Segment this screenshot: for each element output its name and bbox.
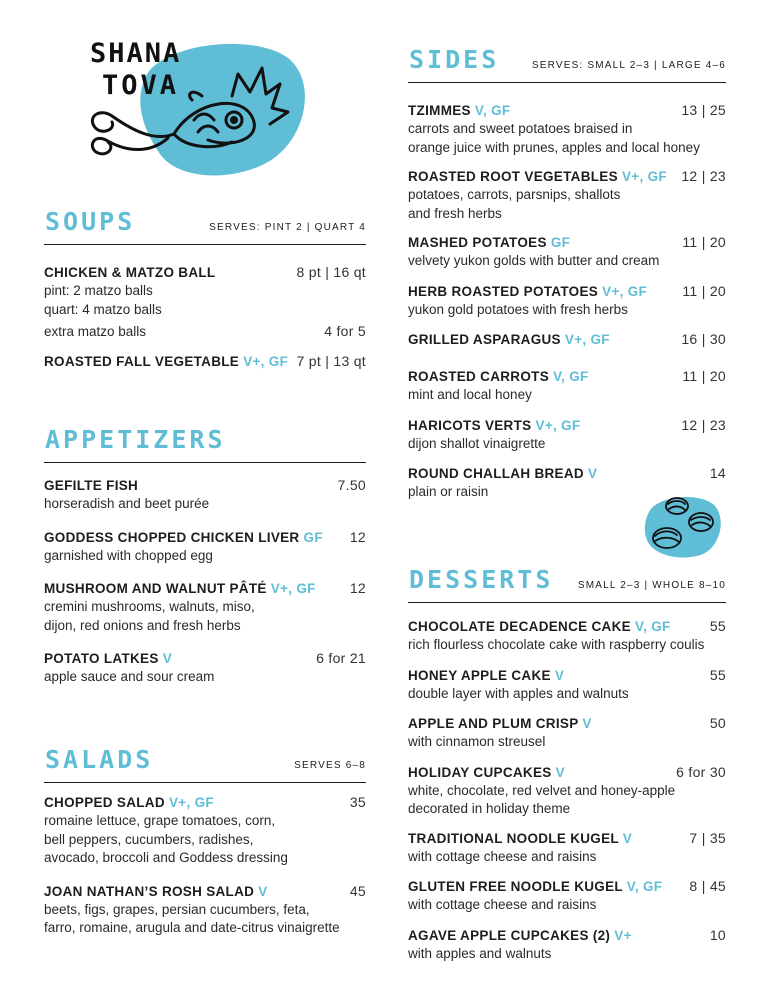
item-desc-line: quart: 4 matzo balls [44, 301, 162, 317]
item-name: CHICKEN & MATZO BALL [44, 265, 216, 280]
item-tag: V+, GF [564, 332, 610, 347]
item-desc-line: avocado, broccoli and Goddess dressing [44, 850, 288, 865]
item-desc-line: yukon gold potatoes with fresh herbs [408, 301, 628, 317]
appetizers-section [44, 426, 366, 687]
menu-item-agave-apple-cupcakes [408, 926, 726, 964]
desserts-serves: SMALL 2–3 | WHOLE 8–10 [577, 580, 726, 591]
item-price: 10 [709, 926, 726, 943]
item-name: HARICOTS VERTS [408, 417, 532, 433]
item-desc-line: farro, romaine, arugula and date-citrus vinaigrette [44, 920, 340, 935]
item-desc-line: with apples and walnuts [408, 945, 552, 961]
menu-item-rosh-salad [44, 882, 366, 938]
logo-text-tova: TOVA [102, 70, 180, 101]
item-desc-line: cremini mushrooms, walnuts, miso, [44, 599, 255, 614]
menu-item-tzimmes [408, 101, 726, 157]
desserts-section [408, 566, 726, 963]
item-price: 4 for 5 [324, 323, 366, 339]
menu-item-chocolate-decadence-cake [408, 617, 726, 655]
item-price: 14 [709, 465, 726, 481]
logo-text-shana: SHANA [90, 38, 182, 69]
menu-item-haricots-verts [408, 416, 726, 454]
item-desc-line: horseradish and beet purée [44, 496, 210, 511]
item-price: 45 [349, 882, 366, 899]
item-tag: V+, GF [535, 417, 581, 433]
item-desc-line: potatoes, carrots, parsnips, shallots [408, 187, 621, 202]
item-tag: V+ [614, 927, 632, 943]
item-price: 6 for 21 [316, 650, 366, 666]
item-desc-line: plain or raisin [408, 484, 489, 499]
item-tag: V+, GF [602, 283, 648, 299]
item-tag: GF [550, 235, 571, 250]
item-name: ROASTED FALL VEGETABLE [44, 354, 240, 369]
item-name: GODDESS CHOPPED CHICKEN LIVER [44, 529, 300, 545]
item-name: POTATO LATKES [44, 651, 159, 666]
menu-item-honey-apple-cake [408, 666, 726, 704]
item-name: ROASTED CARROTS [408, 369, 550, 384]
item-name: MUSHROOM AND WALNUT PÂTÉ [44, 581, 267, 596]
item-name: GRILLED ASPARAGUS [408, 332, 561, 347]
item-price: 8 | 45 [689, 878, 726, 894]
menu-item-roasted-carrots [408, 367, 726, 405]
sides-section [408, 46, 726, 502]
item-tag: GF [303, 529, 323, 545]
item-desc-line: apple sauce and sour cream [44, 669, 215, 684]
item-tag: V [555, 764, 565, 780]
item-name: ROASTED ROOT VEGETABLES [408, 169, 618, 184]
menu-item-mushroom-walnut-pate [44, 579, 366, 635]
item-desc-line: carrots and sweet potatoes braised in [408, 121, 633, 136]
sides-title: SIDES [409, 45, 500, 74]
item-tag: V [582, 716, 592, 731]
menu-item-roasted-root-vegetables [408, 167, 726, 223]
item-name: JOAN NATHAN’S ROSH SALAD [44, 883, 255, 899]
salads-section [44, 746, 366, 938]
menu-item-holiday-cupcakes [408, 763, 726, 819]
menu-item-chopped-salad [44, 793, 366, 868]
item-tag: V [162, 651, 173, 666]
item-price: 11 | 20 [682, 234, 726, 250]
item-price: 11 | 20 [682, 282, 726, 299]
item-tag: V [622, 830, 633, 846]
item-price: 55 [709, 618, 726, 634]
shana-tova-logo [82, 36, 312, 184]
appetizers-title: APPETIZERS [45, 425, 226, 454]
menu-item-chicken-matzo-ball [44, 263, 366, 319]
item-desc-line: romaine lettuce, grape tomatoes, corn, [44, 813, 276, 828]
item-tag: V+, GF [621, 169, 667, 184]
item-name: APPLE AND PLUM CRISP [408, 716, 579, 731]
desserts-title: DESSERTS [409, 565, 554, 594]
item-desc-line: dijon shallot vinaigrette [408, 435, 546, 451]
item-name: TRADITIONAL NOODLE KUGEL [408, 830, 619, 846]
challah-icon [643, 492, 723, 560]
item-desc-line: decorated in holiday theme [408, 801, 571, 816]
menu-item-potato-latkes [44, 649, 366, 687]
salads-title: SALADS [45, 745, 154, 774]
item-tag: V [258, 883, 268, 899]
item-tag: V [588, 466, 598, 481]
soups-header [44, 208, 366, 245]
menu-item-gefilte-fish [44, 476, 366, 514]
item-name: MASHED POTATOES [408, 235, 547, 250]
item-desc-line: with cottage cheese and raisins [408, 897, 597, 912]
challah-buns-illustration [643, 492, 723, 560]
item-desc-line: beets, figs, grapes, persian cucumbers, feta, [44, 901, 310, 917]
item-price: 55 [709, 666, 726, 683]
item-tag: V+, GF [168, 795, 214, 810]
soups-serves: SERVES: PINT 2 | QUART 4 [209, 222, 366, 233]
fish-illustration [82, 36, 312, 184]
menu-item-roasted-fall-vegetable [44, 352, 366, 371]
sides-header [408, 46, 726, 83]
item-desc-line: bell peppers, cucumbers, radishes, [44, 831, 254, 847]
item-price: 6 for 30 [676, 763, 726, 780]
item-name: ROUND CHALLAH BREAD [408, 466, 584, 481]
item-price: 7 pt | 13 qt [296, 353, 366, 369]
item-price: 11 | 20 [682, 368, 726, 384]
salads-serves: SERVES 6–8 [294, 760, 366, 771]
item-price: 12 [349, 580, 366, 596]
item-desc-line: velvety yukon golds with butter and cream [408, 253, 660, 268]
item-price: 12 | 23 [681, 168, 726, 184]
item-name: CHOPPED SALAD [44, 795, 165, 810]
item-desc-line: pint: 2 matzo balls [44, 283, 153, 298]
item-price: 35 [349, 794, 366, 810]
item-tag: V, GF [635, 619, 671, 634]
item-tag: V, GF [474, 103, 511, 118]
item-name: CHOCOLATE DECADENCE CAKE [408, 619, 631, 634]
item-desc-line: orange juice with prunes, apples and local honey [408, 139, 700, 155]
item-desc-line: and fresh herbs [408, 205, 502, 221]
item-tag: V+, GF [270, 581, 316, 596]
menu-item-mashed-potatoes [408, 233, 726, 271]
item-price: 12 [349, 528, 366, 545]
item-tag: V+, GF [243, 354, 289, 369]
menu-item-traditional-noodle-kugel [408, 829, 726, 867]
item-desc-line: with cinnamon streusel [408, 734, 546, 749]
soups-title: SOUPS [45, 207, 136, 236]
desserts-header [408, 566, 726, 603]
sides-serves: SERVES: SMALL 2–3 | LARGE 4–6 [531, 60, 726, 71]
item-desc-line: garnished with chopped egg [44, 547, 213, 563]
item-desc-line: mint and local honey [408, 387, 532, 402]
item-name: HERB ROASTED POTATOES [408, 283, 599, 299]
item-price: 8 pt | 16 qt [296, 264, 366, 280]
item-desc-line: rich flourless chocolate cake with raspberry coulis [408, 637, 705, 652]
item-price: 12 | 23 [681, 416, 726, 433]
item-name: GEFILTE FISH [44, 478, 139, 493]
item-price: 7 | 35 [689, 829, 726, 846]
item-tag: V, GF [553, 369, 589, 384]
item-price: 13 | 25 [681, 102, 726, 118]
item-tag: V [554, 667, 565, 683]
item-price: 7.50 [337, 477, 366, 493]
item-desc-line: dijon, red onions and fresh herbs [44, 617, 241, 633]
item-name: AGAVE APPLE CUPCAKES (2) [408, 927, 611, 943]
item-desc-line: with cottage cheese and raisins [408, 848, 597, 864]
item-price: 50 [709, 715, 726, 731]
appetizers-header [44, 426, 366, 463]
soups-section [44, 208, 366, 371]
item-name: TZIMMES [408, 103, 471, 118]
item-tag: V, GF [626, 879, 663, 894]
item-name: extra matzo balls [44, 324, 147, 339]
item-desc-line: white, chocolate, red velvet and honey-apple [408, 782, 676, 798]
menu-item-herb-roasted-potatoes [408, 282, 726, 320]
item-name: HONEY APPLE CAKE [408, 667, 551, 683]
menu-item-chopped-chicken-liver [44, 528, 366, 566]
salads-header [44, 746, 366, 783]
item-price: 16 | 30 [681, 331, 726, 347]
menu-item-apple-plum-crisp [408, 714, 726, 752]
item-name: HOLIDAY CUPCAKES [408, 764, 552, 780]
item-name: GLUTEN FREE NOODLE KUGEL [408, 879, 623, 894]
item-desc-line: double layer with apples and walnuts [408, 685, 629, 701]
menu-item-grilled-asparagus [408, 330, 726, 349]
menu-item-extra-matzo-balls [44, 322, 366, 341]
menu-item-gluten-free-noodle-kugel [408, 877, 726, 915]
